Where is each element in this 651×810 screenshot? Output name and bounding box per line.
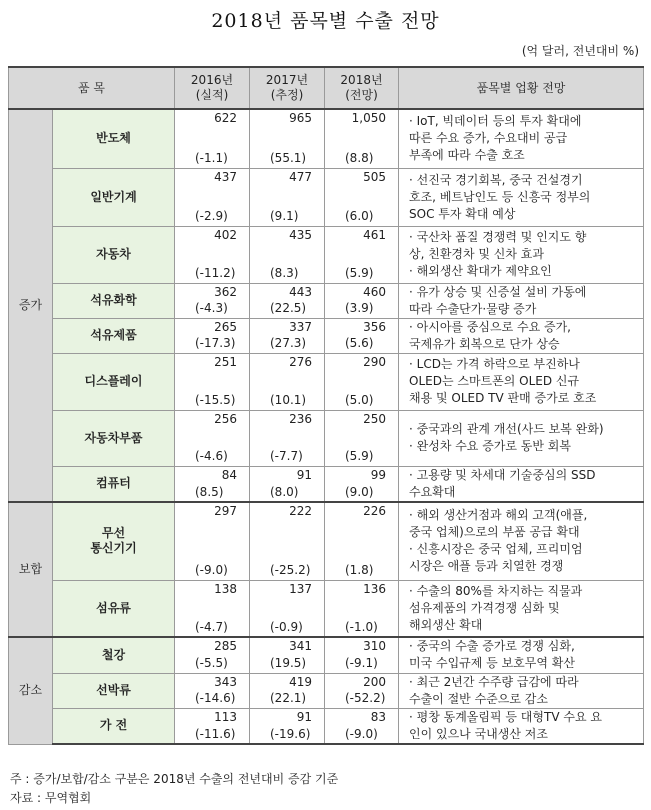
item-name: 반도체 xyxy=(53,109,175,168)
header-2018-sub: (전망) xyxy=(345,88,378,102)
growth-rate: (-11.6) xyxy=(195,726,236,741)
value-cell-2016 xyxy=(175,637,250,673)
outlook-line: 상, 친환경차 및 신차 효과 xyxy=(409,247,544,261)
outlook-line: · 해외 생산거점과 해외 고객(애플, xyxy=(409,508,588,523)
item-name: 일반기계 xyxy=(53,168,175,226)
table-row xyxy=(9,502,644,580)
export-value: 290 xyxy=(363,355,386,369)
growth-rate: (-9.0) xyxy=(345,726,378,741)
item-name: 섬유류 xyxy=(53,580,175,637)
growth-rate: (8.5) xyxy=(195,484,224,499)
outlook-line: · 중국의 수출 증가로 경쟁 심화, xyxy=(409,639,575,654)
header-2016-year: 2016년 xyxy=(190,73,234,87)
value-cell-2018 xyxy=(325,637,399,673)
growth-rate: (-9.1) xyxy=(345,656,378,671)
item-name: 철강 xyxy=(53,637,175,673)
growth-rate: (-25.2) xyxy=(270,563,311,578)
value-cell-2016 xyxy=(175,353,250,410)
value-cell-2018 xyxy=(325,318,399,353)
export-outlook-table xyxy=(8,66,644,745)
outlook-description xyxy=(399,580,644,637)
growth-rate: (5.6) xyxy=(345,336,374,350)
value-cell-2016 xyxy=(175,226,250,283)
export-value: 437 xyxy=(214,170,237,184)
outlook-line: · LCD는 가격 하락으로 부진하나 xyxy=(409,357,580,371)
export-value: 402 xyxy=(214,228,237,242)
growth-rate: (5.9) xyxy=(345,266,374,280)
growth-rate: (-7.7) xyxy=(270,449,303,463)
growth-rate: (22.1) xyxy=(270,691,307,705)
growth-rate: (-17.3) xyxy=(195,336,236,350)
growth-rate: (-4.7) xyxy=(195,619,228,634)
value-cell-2016 xyxy=(175,168,250,226)
value-cell-2016 xyxy=(175,466,250,502)
value-cell-2018 xyxy=(325,109,399,168)
value-cell-2018 xyxy=(325,353,399,410)
value-cell-2018 xyxy=(325,226,399,283)
outlook-line: · 국산차 품질 경쟁력 및 인지도 향 xyxy=(409,230,587,244)
outlook-line: · 중국과의 관계 개선(사드 보복 완화) xyxy=(409,422,604,436)
export-value: 99 xyxy=(370,467,386,482)
outlook-line: 부족에 따라 수출 호조 xyxy=(409,148,525,163)
outlook-description xyxy=(399,502,644,580)
value-cell-2016 xyxy=(175,109,250,168)
value-cell-2018 xyxy=(325,502,399,580)
outlook-description xyxy=(399,318,644,353)
value-cell-2018 xyxy=(325,466,399,502)
outlook-description xyxy=(399,109,644,168)
export-value: 91 xyxy=(296,709,312,724)
export-value: 965 xyxy=(289,111,312,126)
value-cell-2018 xyxy=(325,580,399,637)
table-row xyxy=(9,580,644,637)
value-cell-2018 xyxy=(325,708,399,744)
outlook-line: 인이 있으나 국내생산 저조 xyxy=(409,726,548,741)
table-row xyxy=(9,673,644,708)
value-cell-2017 xyxy=(250,502,325,580)
growth-rate: (5.9) xyxy=(345,449,374,463)
footnote-note: 주 : 증가/보합/감소 구분은 2018년 수출의 전년대비 증감 기준 xyxy=(10,772,339,786)
page-title: 2018년 품목별 수출 전망 xyxy=(211,10,440,32)
growth-rate: (-15.5) xyxy=(195,393,236,407)
value-cell-2017 xyxy=(250,226,325,283)
category-decrease: 감소 xyxy=(9,637,53,744)
outlook-line: · 아시아를 중심으로 수요 증가, xyxy=(409,319,571,334)
export-value: 226 xyxy=(363,504,386,519)
growth-rate: (-4.3) xyxy=(195,301,228,315)
outlook-description xyxy=(399,410,644,466)
value-cell-2016 xyxy=(175,318,250,353)
outlook-description xyxy=(399,466,644,502)
export-value: 362 xyxy=(214,285,237,299)
value-cell-2016 xyxy=(175,283,250,318)
value-cell-2017 xyxy=(250,283,325,318)
value-cell-2018 xyxy=(325,673,399,708)
value-cell-2017 xyxy=(250,168,325,226)
export-value: 356 xyxy=(363,320,386,334)
outlook-line: 중국 업체)으로의 부품 공급 확대 xyxy=(409,525,580,540)
export-value: 137 xyxy=(289,581,312,596)
export-value: 236 xyxy=(289,412,312,426)
growth-rate: (-52.2) xyxy=(345,691,386,705)
header-2016 xyxy=(175,67,250,109)
outlook-line: OLED는 스마트폰의 OLED 신규 xyxy=(409,374,580,388)
export-value: 113 xyxy=(214,709,237,724)
outlook-line: 미국 수입규제 등 보호무역 확산 xyxy=(409,656,575,671)
value-cell-2016 xyxy=(175,708,250,744)
growth-rate: (8.8) xyxy=(345,151,374,166)
table-row xyxy=(9,226,644,283)
growth-rate: (-4.6) xyxy=(195,449,228,463)
outlook-line: 채용 및 OLED TV 판매 증가로 호조 xyxy=(409,391,597,405)
value-cell-2016 xyxy=(175,502,250,580)
value-cell-2016 xyxy=(175,410,250,466)
growth-rate: (-11.2) xyxy=(195,266,236,280)
outlook-line: · 평창 동계올림픽 등 대형TV 수요 요 xyxy=(409,709,602,724)
category-increase: 증가 xyxy=(9,109,53,502)
export-value: 251 xyxy=(214,355,237,369)
growth-rate: (9.1) xyxy=(270,209,299,223)
value-cell-2017 xyxy=(250,318,325,353)
growth-rate: (27.3) xyxy=(270,336,307,350)
outlook-line: 따라 수출단가·물량 증가 xyxy=(409,301,537,316)
export-value: 505 xyxy=(363,170,386,184)
growth-rate: (8.3) xyxy=(270,266,299,280)
item-name: 자동차부품 xyxy=(53,410,175,466)
header-2018 xyxy=(325,67,399,109)
value-cell-2017 xyxy=(250,466,325,502)
item-name: 석유화학 xyxy=(53,283,175,318)
table-row xyxy=(9,109,644,168)
table-row xyxy=(9,168,644,226)
outlook-description xyxy=(399,673,644,708)
item-name: 석유제품 xyxy=(53,318,175,353)
outlook-description xyxy=(399,708,644,744)
export-value: 136 xyxy=(363,581,386,596)
table-row xyxy=(9,410,644,466)
item-name: 무선 통신기기 xyxy=(53,502,175,580)
value-cell-2017 xyxy=(250,410,325,466)
growth-rate: (5.0) xyxy=(345,393,374,407)
value-cell-2017 xyxy=(250,109,325,168)
export-value: 460 xyxy=(363,285,386,299)
outlook-line: · 완성차 수요 증가로 동반 회복 xyxy=(409,439,571,453)
unit-label: (억 달러, 전년대비 %) xyxy=(521,44,639,58)
export-value: 222 xyxy=(289,504,312,519)
export-value: 443 xyxy=(289,285,312,299)
item-name: 자동차 xyxy=(53,226,175,283)
outlook-line: · 신흥시장은 중국 업체, 프리미엄 xyxy=(409,542,583,557)
growth-rate: (-1.0) xyxy=(345,619,378,634)
growth-rate: (-0.9) xyxy=(270,619,303,634)
table-row xyxy=(9,283,644,318)
export-value: 622 xyxy=(214,111,237,126)
outlook-line: 수요확대 xyxy=(409,484,456,499)
table-row xyxy=(9,353,644,410)
export-value: 265 xyxy=(214,320,237,334)
growth-rate: (6.0) xyxy=(345,209,374,223)
export-value: 419 xyxy=(289,675,312,689)
value-cell-2016 xyxy=(175,580,250,637)
export-value: 341 xyxy=(289,639,312,654)
outlook-line: · 수출의 80%를 차지하는 직물과 xyxy=(409,583,583,598)
value-cell-2017 xyxy=(250,353,325,410)
growth-rate: (-1.1) xyxy=(195,151,228,166)
table-row xyxy=(9,708,644,744)
header-2016-sub: (실적) xyxy=(195,88,229,102)
outlook-description xyxy=(399,353,644,410)
item-name: 컴퓨터 xyxy=(53,466,175,502)
export-value: 477 xyxy=(289,170,312,184)
growth-rate: (-5.5) xyxy=(195,656,228,671)
growth-rate: (19.5) xyxy=(270,656,307,671)
export-value: 1,050 xyxy=(351,111,386,126)
growth-rate: (8.0) xyxy=(270,484,299,499)
category-flat: 보합 xyxy=(9,502,53,637)
value-cell-2017 xyxy=(250,708,325,744)
growth-rate: (-2.9) xyxy=(195,209,228,223)
outlook-description xyxy=(399,637,644,673)
header-2017-year: 2017년 xyxy=(265,73,309,87)
export-value: 91 xyxy=(296,467,312,482)
outlook-line: 국제유가 회복으로 단가 상승 xyxy=(409,336,560,351)
outlook-line: · 고용량 및 차세대 기술중심의 SSD xyxy=(409,467,596,482)
value-cell-2018 xyxy=(325,283,399,318)
export-value: 84 xyxy=(221,467,237,482)
value-cell-2018 xyxy=(325,168,399,226)
export-value: 200 xyxy=(363,675,386,689)
value-cell-2016 xyxy=(175,673,250,708)
table-row xyxy=(9,637,644,673)
header-item: 품 목 xyxy=(9,67,175,109)
table-row xyxy=(9,466,644,502)
outlook-line: · 최근 2년간 수주량 급감에 따라 xyxy=(409,674,579,689)
outlook-line: 따른 수요 증가, 수요대비 공급 xyxy=(409,131,568,146)
growth-rate: (10.1) xyxy=(270,393,307,407)
growth-rate: (9.0) xyxy=(345,484,374,499)
export-value: 250 xyxy=(363,412,386,426)
value-cell-2017 xyxy=(250,637,325,673)
outlook-line: 호조, 베트남인도 등 신흥국 정부의 xyxy=(409,189,591,204)
export-value: 435 xyxy=(289,228,312,242)
item-name: 가 전 xyxy=(53,708,175,744)
export-value: 337 xyxy=(289,320,312,334)
export-value: 276 xyxy=(289,355,312,369)
item-name: 디스플레이 xyxy=(53,353,175,410)
outlook-line: · 해외생산 확대가 제약요인 xyxy=(409,264,552,278)
export-value: 138 xyxy=(214,581,237,596)
export-value: 83 xyxy=(370,709,386,724)
growth-rate: (-19.6) xyxy=(270,726,311,741)
value-cell-2018 xyxy=(325,410,399,466)
outlook-line: · 선진국 경기회복, 중국 건설경기 xyxy=(409,172,583,187)
export-value: 285 xyxy=(214,639,237,654)
item-name: 선박류 xyxy=(53,673,175,708)
growth-rate: (55.1) xyxy=(270,151,307,166)
growth-rate: (3.9) xyxy=(345,301,374,315)
export-value: 256 xyxy=(214,412,237,426)
outlook-line: 시장은 애플 등과 치열한 경쟁 xyxy=(409,559,564,574)
header-2017 xyxy=(250,67,325,109)
value-cell-2017 xyxy=(250,673,325,708)
header-row xyxy=(9,67,644,109)
outlook-line: 수출이 절반 수준으로 감소 xyxy=(409,691,548,706)
value-cell-2017 xyxy=(250,580,325,637)
outlook-line: 섬유제품의 가격경쟁 심화 및 xyxy=(409,600,560,615)
table-row xyxy=(9,318,644,353)
footnote-source: 자료 : 무역협회 xyxy=(10,791,92,805)
header-2018-year: 2018년 xyxy=(340,73,383,87)
export-value: 343 xyxy=(214,675,237,689)
export-value: 310 xyxy=(363,639,386,654)
growth-rate: (1.8) xyxy=(345,563,374,578)
export-value: 461 xyxy=(363,228,386,242)
outlook-line: · IoT, 빅데이터 등의 투자 확대에 xyxy=(409,114,582,129)
header-outlook: 품목별 업황 전망 xyxy=(399,67,644,109)
growth-rate: (-14.6) xyxy=(195,691,236,705)
growth-rate: (22.5) xyxy=(270,301,307,315)
outlook-description xyxy=(399,283,644,318)
outlook-line: SOC 투자 확대 예상 xyxy=(409,206,516,221)
export-value: 297 xyxy=(214,504,237,519)
outlook-description xyxy=(399,226,644,283)
outlook-line: · 유가 상승 및 신증설 설비 가동에 xyxy=(409,284,587,299)
outlook-description xyxy=(399,168,644,226)
growth-rate: (-9.0) xyxy=(195,563,228,578)
header-2017-sub: (추정) xyxy=(270,88,304,102)
outlook-line: 해외생산 확대 xyxy=(409,617,483,632)
